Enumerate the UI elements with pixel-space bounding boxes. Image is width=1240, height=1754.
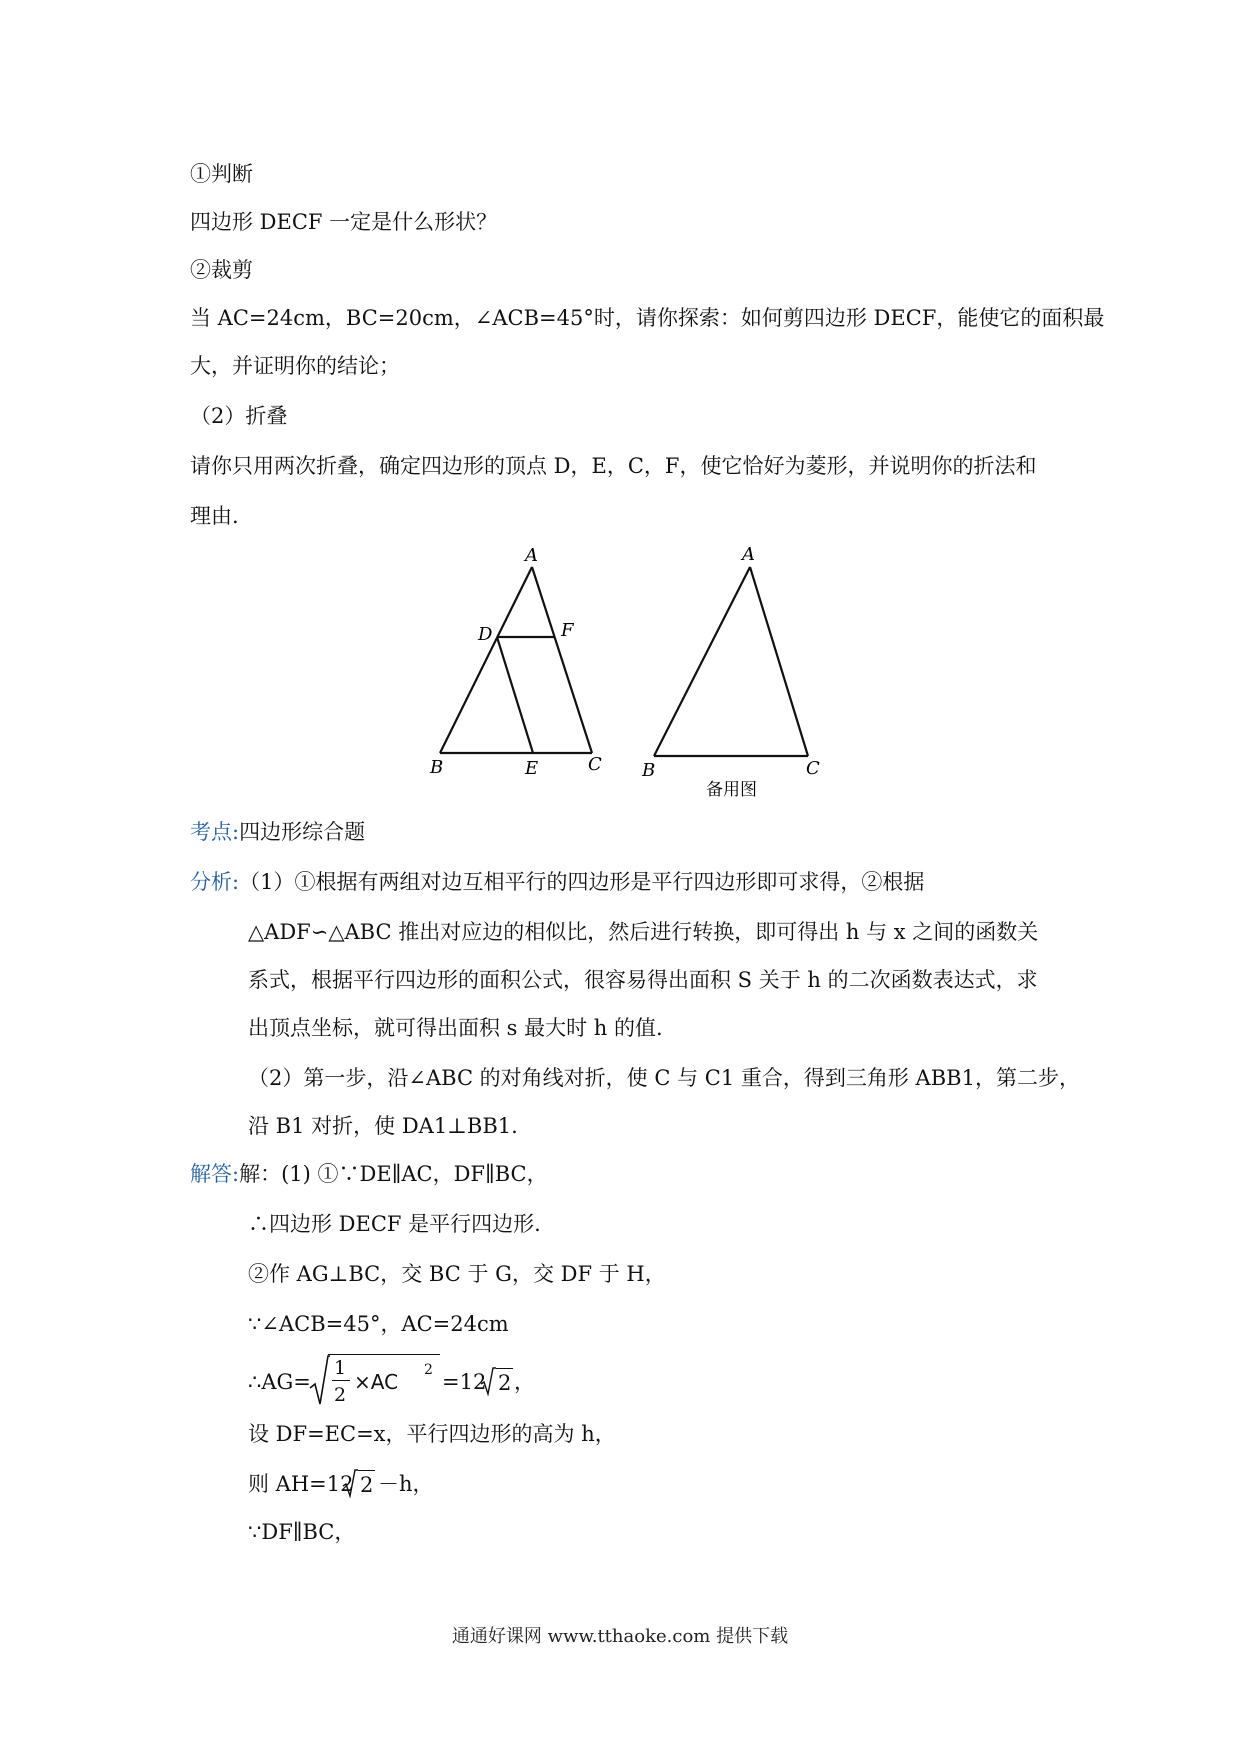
jieda-line3: ②作 AG⊥BC，交 BC 于 G，交 DF 于 H， bbox=[248, 1262, 666, 1286]
spare-side-ab bbox=[654, 567, 750, 756]
kaodian-row bbox=[190, 818, 365, 846]
frac-numerator: 1 bbox=[334, 1357, 347, 1379]
label-left-a: A bbox=[525, 545, 538, 566]
label-right-a: A bbox=[742, 544, 755, 565]
part2-title: （2）折叠 bbox=[190, 404, 288, 428]
ag-end: ， bbox=[514, 1370, 535, 1394]
jieda-line2: ∴四边形 DECF 是平行四边形. bbox=[248, 1212, 541, 1236]
fenxi-line5: （2）第一步，沿∠ABC 的对角线对折，使 C 与 C1 重合，得到三角形 ABB1，第二步， bbox=[248, 1066, 1080, 1090]
kaodian-text: 四边形综合题 bbox=[239, 820, 366, 844]
ag-prefix: ∴AG= bbox=[248, 1370, 311, 1394]
jieda-line1: 解：(1) ①∵DE∥AC，DF∥BC， bbox=[239, 1162, 548, 1186]
times-ac: ×AC bbox=[354, 1370, 399, 1394]
geometry-figure bbox=[0, 540, 1240, 800]
step2-text-line1: 当 AC=24cm，BC=20cm，∠ACB=45°时，请你探索：如何剪四边形 DECF，能使它的面积最 bbox=[190, 306, 1105, 330]
label-left-e: E bbox=[525, 758, 539, 779]
jieda-line8: ∵DF∥BC， bbox=[248, 1520, 356, 1544]
sqrt2-value: 2 bbox=[496, 1368, 513, 1397]
ah-sqrt-symbol bbox=[342, 1468, 358, 1498]
left-triangle-figure bbox=[440, 567, 592, 753]
step1-title: ①判断 bbox=[190, 162, 253, 186]
step1-question: 四边形 DECF 一定是什么形状？ bbox=[190, 210, 498, 234]
fenxi-line2: △ADF∽△ABC 推出对应边的相似比，然后进行转换，即可得出 h 与 x 之间的函数关 bbox=[248, 920, 1039, 944]
jieda-row bbox=[190, 1160, 548, 1188]
ah-sqrt2-value: 2 bbox=[358, 1470, 375, 1499]
jieda-label: 解答: bbox=[190, 1162, 240, 1186]
step2-text-line2: 大，并证明你的结论； bbox=[190, 354, 400, 378]
right-triangle-figure bbox=[654, 567, 808, 756]
jieda-line6: 设 DF=EC=x，平行四边形的高为 h， bbox=[248, 1422, 616, 1446]
fenxi-line3: 系式，根据平行四边形的面积公式，很容易得出面积 S 关于 h 的二次函数表达式，求 bbox=[248, 968, 1038, 992]
label-left-c: C bbox=[588, 754, 602, 775]
jieda-line4: ∵∠ACB=45°，AC=24cm bbox=[248, 1312, 509, 1336]
fenxi-label: 分析: bbox=[190, 870, 240, 894]
part2-text-line2: 理由. bbox=[190, 504, 239, 528]
ah-end: －h， bbox=[378, 1472, 434, 1496]
label-left-f: F bbox=[561, 620, 574, 641]
label-right-b: B bbox=[642, 760, 656, 781]
spare-side-ac bbox=[750, 567, 808, 756]
side-ab bbox=[440, 567, 532, 753]
sqrt-small-symbol bbox=[480, 1366, 496, 1396]
segment-de bbox=[497, 637, 533, 753]
ah-prefix: 则 AH=12 bbox=[248, 1472, 354, 1496]
fenxi-row bbox=[190, 868, 924, 896]
side-ac bbox=[532, 567, 592, 753]
label-left-b: B bbox=[430, 757, 444, 778]
fenxi-line4: 出顶点坐标，就可得出面积 s 最大时 h 的值. bbox=[248, 1016, 663, 1040]
equals-12: =12 bbox=[442, 1370, 487, 1394]
ac-exponent: 2 bbox=[424, 1362, 433, 1378]
kaodian-label: 考点: bbox=[190, 820, 240, 844]
part2-text-line1: 请你只用两次折叠，确定四边形的顶点 D，E，C，F，使它恰好为菱形，并说明你的折法和 bbox=[190, 454, 1037, 478]
frac-denominator: 2 bbox=[334, 1384, 347, 1406]
sqrt-symbol bbox=[308, 1354, 330, 1408]
spare-figure-caption: 备用图 bbox=[706, 780, 757, 800]
label-right-c: C bbox=[806, 758, 820, 779]
fenxi-line6: 沿 B1 对折，使 DA1⊥BB1. bbox=[248, 1114, 518, 1138]
label-left-d: D bbox=[478, 624, 493, 645]
step2-title: ②裁剪 bbox=[190, 258, 253, 282]
fenxi-line1: （1）①根据有两组对边互相平行的四边形是平行四边形即可求得，②根据 bbox=[239, 870, 925, 894]
page-footer: 通通好课网 www.tthaoke.com 提供下载 bbox=[451, 1626, 789, 1647]
